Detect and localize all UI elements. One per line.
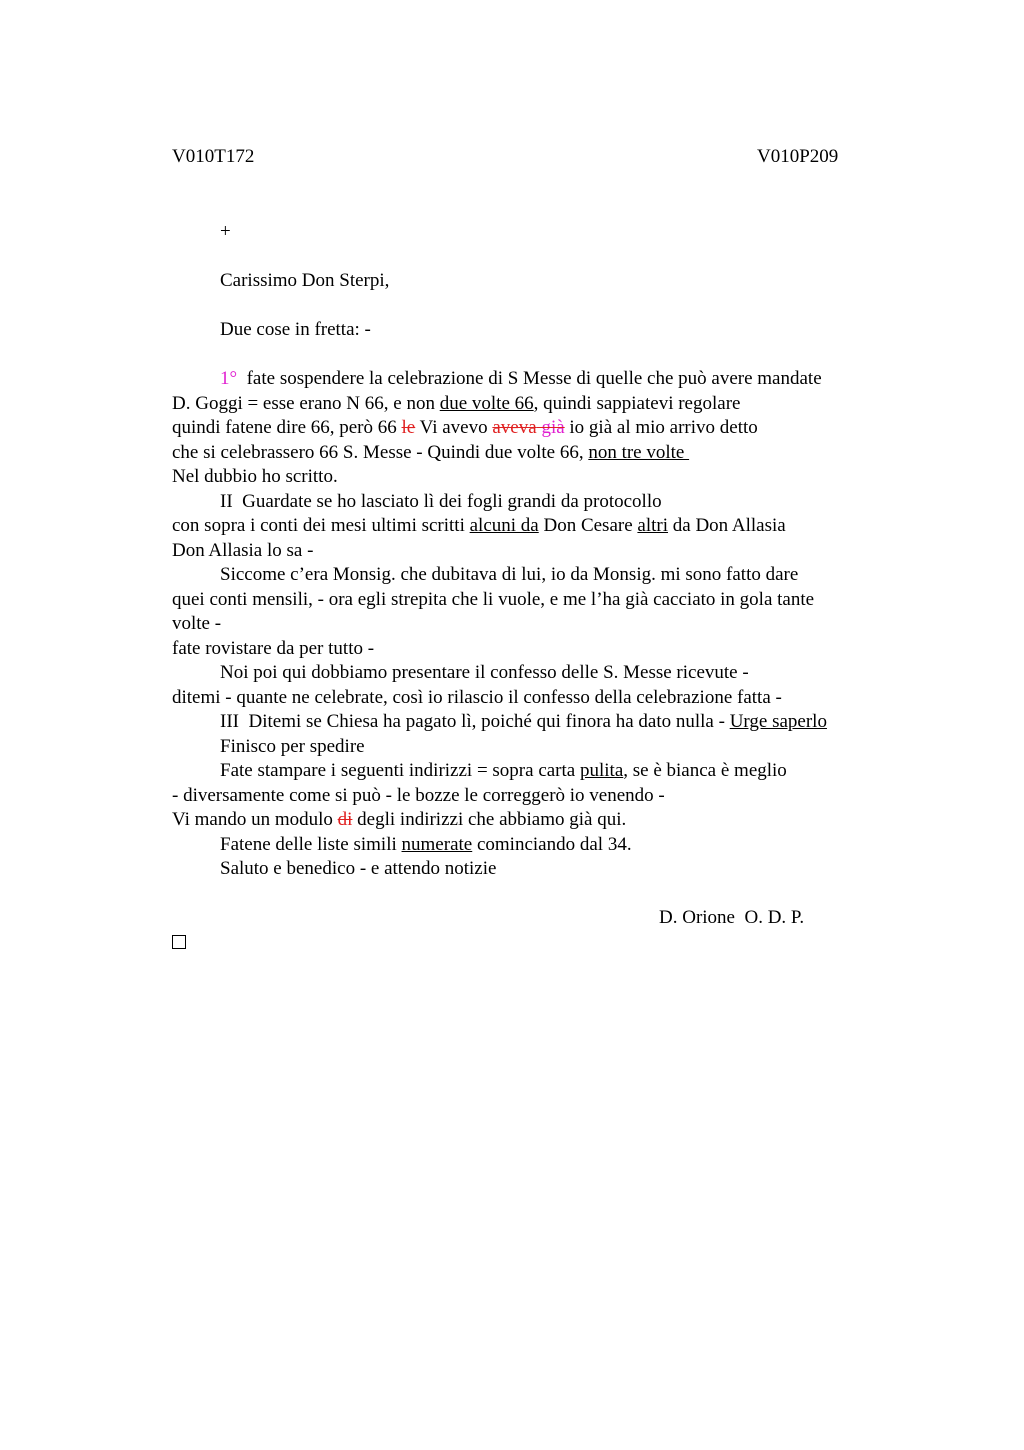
- underlined-text: non tre volte: [588, 441, 690, 463]
- paragraph-2-line-8: Noi poi qui dobbiamo presentare il confesso delle S. Messe ricevute -: [220, 662, 749, 683]
- paragraph-1-line-2: D. Goggi = esse erano N 66, e non due volte 66, quindi sappiatevi regolare: [172, 392, 741, 414]
- paragraph-3-line-3: Fate stampare i seguenti indirizzi = sopra carta pulita, se è bianca è meglio: [220, 760, 787, 781]
- end-marker: [172, 931, 892, 956]
- deleted-text: di: [337, 809, 353, 830]
- paragraph-number: 1°: [220, 368, 238, 389]
- underlined-text: altri: [637, 515, 669, 536]
- closing-line: Saluto e benedico - e attendo notizie: [220, 858, 497, 879]
- paragraph-1-line-4: che si celebrassero 66 S. Messe - Quindi due volte 66, non tre volte: [172, 441, 690, 463]
- paragraph-3-line-6: Fatene delle liste simili numerate cominciando dal 34.: [220, 833, 632, 855]
- cross-mark: +: [220, 221, 231, 242]
- paragraph-2-line-5: quei conti mensili, - ora egli strepita che li vuole, e me l’ha già cacciato in gola tante: [172, 588, 815, 610]
- paragraph-1-line-5: Nel dubbio ho scritto.: [172, 466, 338, 487]
- paragraph-3-line-1: III Ditemi se Chiesa ha pagato lì, poiché qui finora ha dato nulla - Urge saperlo: [220, 711, 827, 732]
- paragraph-2-line-6: volte -: [172, 613, 222, 634]
- reference-code-left: V010T172: [172, 146, 255, 167]
- inserted-deleted-text: già: [536, 417, 565, 438]
- paragraph-2-line-3: Don Allasia lo sa -: [172, 539, 314, 561]
- underlined-text: due volte 66: [439, 392, 534, 414]
- paragraph-2-line-4: Siccome c’era Monsig. che dubitava di lui, io da Monsig. mi sono fatto dare: [220, 564, 799, 585]
- deleted-text: aveva: [492, 417, 537, 438]
- underlined-text: pulita: [579, 760, 624, 781]
- underlined-text: alcuni da: [469, 515, 539, 536]
- paragraph-3-line-2: Finisco per spedire: [220, 735, 365, 757]
- paragraph-2-line-1: II Guardate se ho lasciato lì dei fogli grandi da protocollo: [220, 490, 662, 512]
- deleted-text: le: [401, 417, 416, 438]
- paragraph-1-line-1: 1° fate sospendere la celebrazione di S Messe di quelle che può avere mandate: [220, 368, 822, 389]
- underlined-text: Urge saperlo: [729, 711, 827, 732]
- paragraph-3-line-4: - diversamente come si può - le bozze le correggerò io venendo -: [172, 784, 665, 806]
- signature: D. Orione O. D. P.: [659, 907, 805, 928]
- intro-line: Due cose in fretta: -: [220, 319, 371, 340]
- paragraph-2-line-9: ditemi - quante ne celebrate, così io rilascio il confesso della celebrazione fatta -: [172, 686, 782, 708]
- salutation: Carissimo Don Sterpi,: [220, 270, 390, 291]
- square-box-icon: [172, 935, 186, 949]
- paragraph-3-line-5: Vi mando un modulo di degli indirizzi che abbiamo già qui.: [172, 809, 627, 830]
- underlined-text: numerate: [401, 833, 473, 855]
- paragraph-1-line-3: quindi fatene dire 66, però 66 le Vi avevo aveva già io già al mio arrivo detto: [172, 417, 758, 438]
- paragraph-2-line-2: con sopra i conti dei mesi ultimi scritti alcuni da Don Cesare altri da Don Allasia: [172, 515, 786, 536]
- letter-body: [172, 220, 892, 955]
- paragraph-2-line-7: fate rovistare da per tutto -: [172, 637, 375, 659]
- reference-code-right: V010P209: [757, 146, 839, 167]
